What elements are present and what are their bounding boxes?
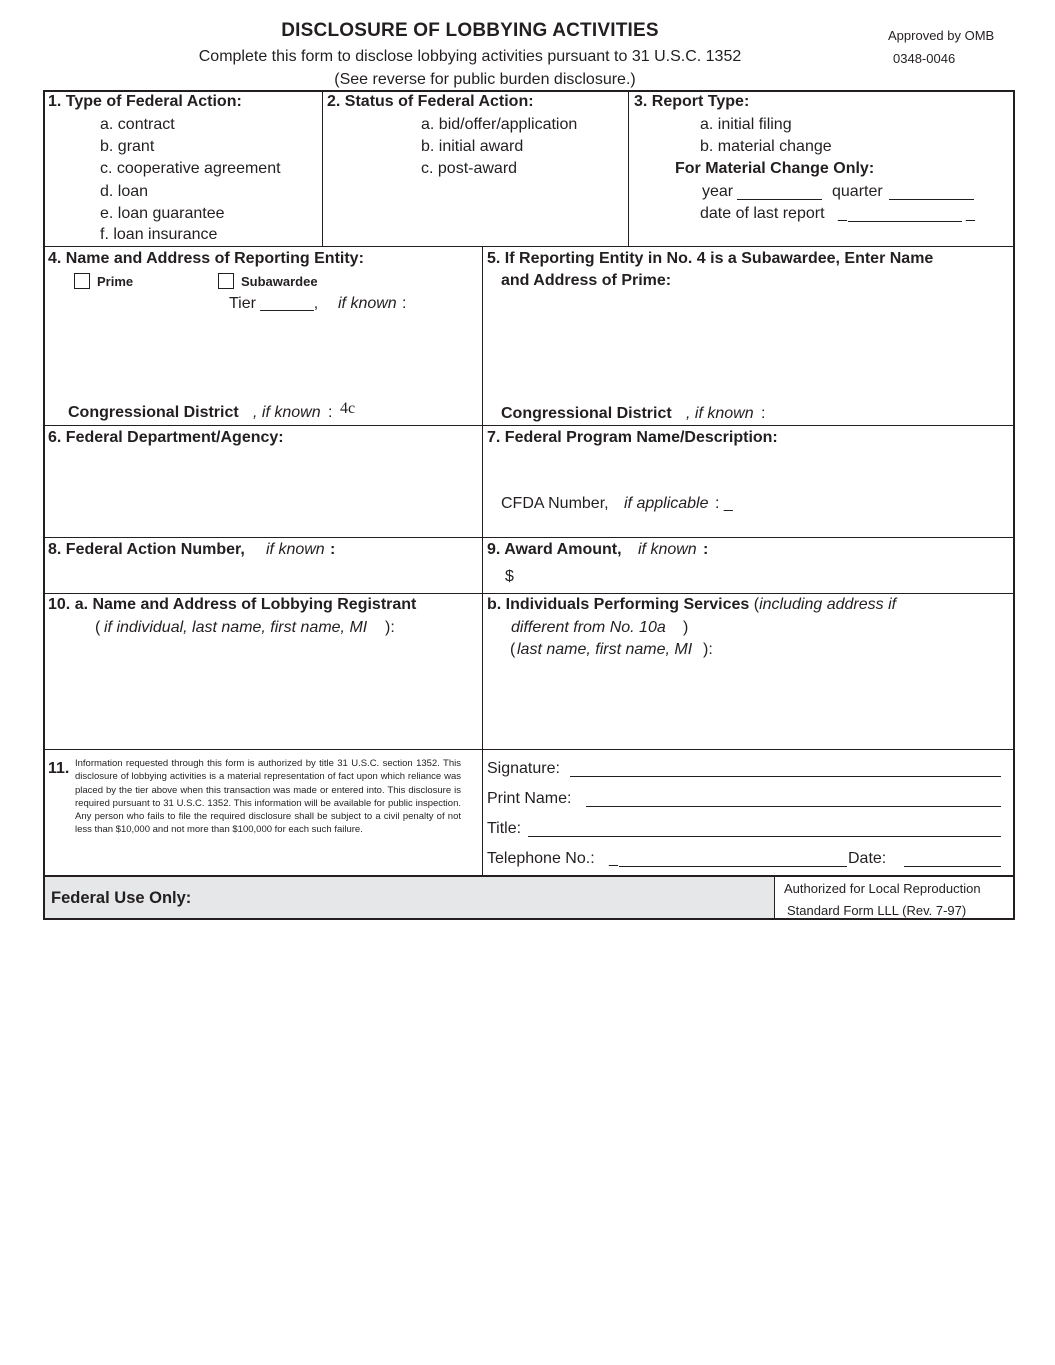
- box-11-number: 11.: [48, 760, 70, 777]
- federal-action-number-label: 8. Federal Action Number,: [48, 541, 245, 558]
- action-option-grant[interactable]: b. grant: [100, 138, 155, 155]
- prime-district-colon: :: [761, 405, 766, 422]
- action-option-loan[interactable]: d. loan: [100, 183, 149, 200]
- prime-district-if-known: , if known: [686, 405, 754, 422]
- type-of-federal-action-label: 1. Type of Federal Action:: [48, 93, 242, 110]
- award-amount-label: 9. Award Amount,: [487, 541, 622, 558]
- reporting-entity-label: 4. Name and Address of Reporting Entity:: [48, 250, 364, 267]
- entity-district-colon: :: [328, 404, 333, 421]
- tier-if-known: if known: [338, 295, 397, 312]
- registrant-sub-label: if individual, last name, first name, MI: [104, 619, 368, 636]
- date-of-last-report-blank: _: [838, 205, 847, 222]
- form-title: DISCLOSURE OF LOBBYING ACTIVITIES: [281, 20, 659, 41]
- telephone-field[interactable]: [619, 866, 847, 867]
- print-name-field[interactable]: [586, 806, 1001, 807]
- material-change-only-label: For Material Change Only:: [675, 160, 875, 177]
- prime-checkbox[interactable]: [74, 273, 90, 289]
- prime-name-address-label-2: and Address of Prime:: [501, 272, 672, 289]
- form-subtitle: Complete this form to disclose lobbying activities pursuant to 31 U.S.C. 1352: [198, 48, 742, 65]
- action-number-if-known: if known: [266, 541, 325, 558]
- telephone-label: Telephone No.:: [487, 850, 595, 867]
- services-paren-open: (: [753, 596, 760, 613]
- services-paren-open-3: (: [510, 641, 516, 658]
- registrant-paren-close: ):: [385, 619, 395, 636]
- signature-label: Signature:: [487, 760, 560, 777]
- action-option-loan-insurance[interactable]: f. loan insurance: [100, 226, 218, 243]
- prime-name-address-label: 5. If Reporting Entity in No. 4 is a Subawardee, Enter Name: [487, 250, 934, 267]
- report-type-label: 3. Report Type:: [634, 93, 750, 110]
- title-label: Title:: [487, 820, 522, 837]
- action-number-colon: :: [330, 541, 336, 558]
- omb-approval-label: Approved by OMB: [888, 28, 995, 43]
- date-label: Date:: [848, 850, 887, 867]
- report-option-initial-filing[interactable]: a. initial filing: [700, 116, 792, 133]
- subawardee-checkbox[interactable]: [218, 273, 234, 289]
- status-option-bid-offer[interactable]: a. bid/offer/application: [421, 116, 578, 133]
- federal-use-only-label: Federal Use Only:: [51, 889, 192, 907]
- services-sub-label-2-close: ): [683, 619, 689, 636]
- status-of-federal-action-label: 2. Status of Federal Action:: [327, 93, 534, 110]
- prime-congressional-district-label: Congressional District: [501, 405, 672, 422]
- omb-number: 0348-0046: [893, 51, 956, 66]
- federal-department-agency-label: 6. Federal Department/Agency:: [48, 429, 284, 446]
- registrant-paren-open: (: [95, 619, 101, 636]
- services-sub-label-1: including address if: [759, 596, 897, 613]
- signature-field[interactable]: [570, 776, 1001, 777]
- individuals-performing-services-label: b. Individuals Performing Services: [487, 596, 750, 613]
- entity-congressional-district-value[interactable]: 4c: [340, 400, 356, 417]
- federal-program-label: 7. Federal Program Name/Description:: [487, 429, 778, 446]
- cfda-number-label: CFDA Number,: [501, 495, 609, 512]
- report-option-material-change[interactable]: b. material change: [700, 138, 832, 155]
- quarter-label: quarter: [832, 183, 883, 200]
- services-sub-label-2: different from No. 10a: [511, 619, 666, 636]
- standard-form-label: Standard Form LLL (Rev. 7-97): [787, 903, 967, 918]
- year-label: year: [702, 183, 734, 200]
- status-option-post-award[interactable]: c. post-award: [421, 160, 518, 177]
- print-name-label: Print Name:: [487, 790, 572, 807]
- title-field[interactable]: [528, 836, 1001, 837]
- action-option-loan-guarantee[interactable]: e. loan guarantee: [100, 205, 225, 222]
- authorized-reproduction-label: Authorized for Local Reproduction: [784, 881, 981, 896]
- services-paren-close-3: ):: [703, 641, 713, 658]
- form-subtitle-burden: (See reverse for public burden disclosure.): [334, 71, 636, 88]
- date-of-last-report-label: date of last report: [700, 205, 825, 222]
- entity-district-if-known: , if known: [253, 404, 321, 421]
- lobbying-registrant-label: 10. a. Name and Address of Lobbying Registrant: [48, 596, 417, 613]
- cfda-if-applicable: if applicable: [624, 495, 709, 512]
- date-of-last-report-blank-end: _: [966, 205, 975, 222]
- tier-colon: :: [402, 295, 407, 312]
- action-option-cooperative-agreement[interactable]: c. cooperative agreement: [100, 160, 281, 177]
- action-option-contract[interactable]: a. contract: [100, 116, 175, 133]
- status-option-initial-award[interactable]: b. initial award: [421, 138, 524, 155]
- award-amount-if-known: if known: [638, 541, 697, 558]
- date-field[interactable]: [904, 866, 1001, 867]
- entity-congressional-district-label: Congressional District: [68, 404, 239, 421]
- subawardee-label: Subawardee: [241, 274, 318, 289]
- prime-label: Prime: [97, 274, 134, 289]
- tier-label: Tier ______,: [229, 295, 319, 312]
- cfda-number-field[interactable]: : _: [715, 495, 733, 512]
- year-field[interactable]: [737, 199, 822, 200]
- authority-disclosure-text: Information requested through this form is authorized by title 31 U.S.C. section 1352. This disclosure of lobbying activities is a material representation of fact upon which reliance was placed by the tier above when this transaction was made or entered into. This disclosure is required pursuant to 31 U.S.C. 1352. This information will be available for public inspection. Any person who fails to file the required disclosure shall be subject to a civil penalty of not less than $10,000 and not more than $100,000 for each such failure.: [75, 758, 461, 836]
- telephone-blank: _: [609, 850, 618, 867]
- services-sub-label-3: last name, first name, MI: [517, 641, 693, 658]
- award-amount-colon: :: [703, 541, 709, 558]
- award-amount-dollar[interactable]: $: [505, 568, 514, 585]
- date-of-last-report-field[interactable]: [848, 221, 962, 222]
- quarter-field[interactable]: [889, 199, 974, 200]
